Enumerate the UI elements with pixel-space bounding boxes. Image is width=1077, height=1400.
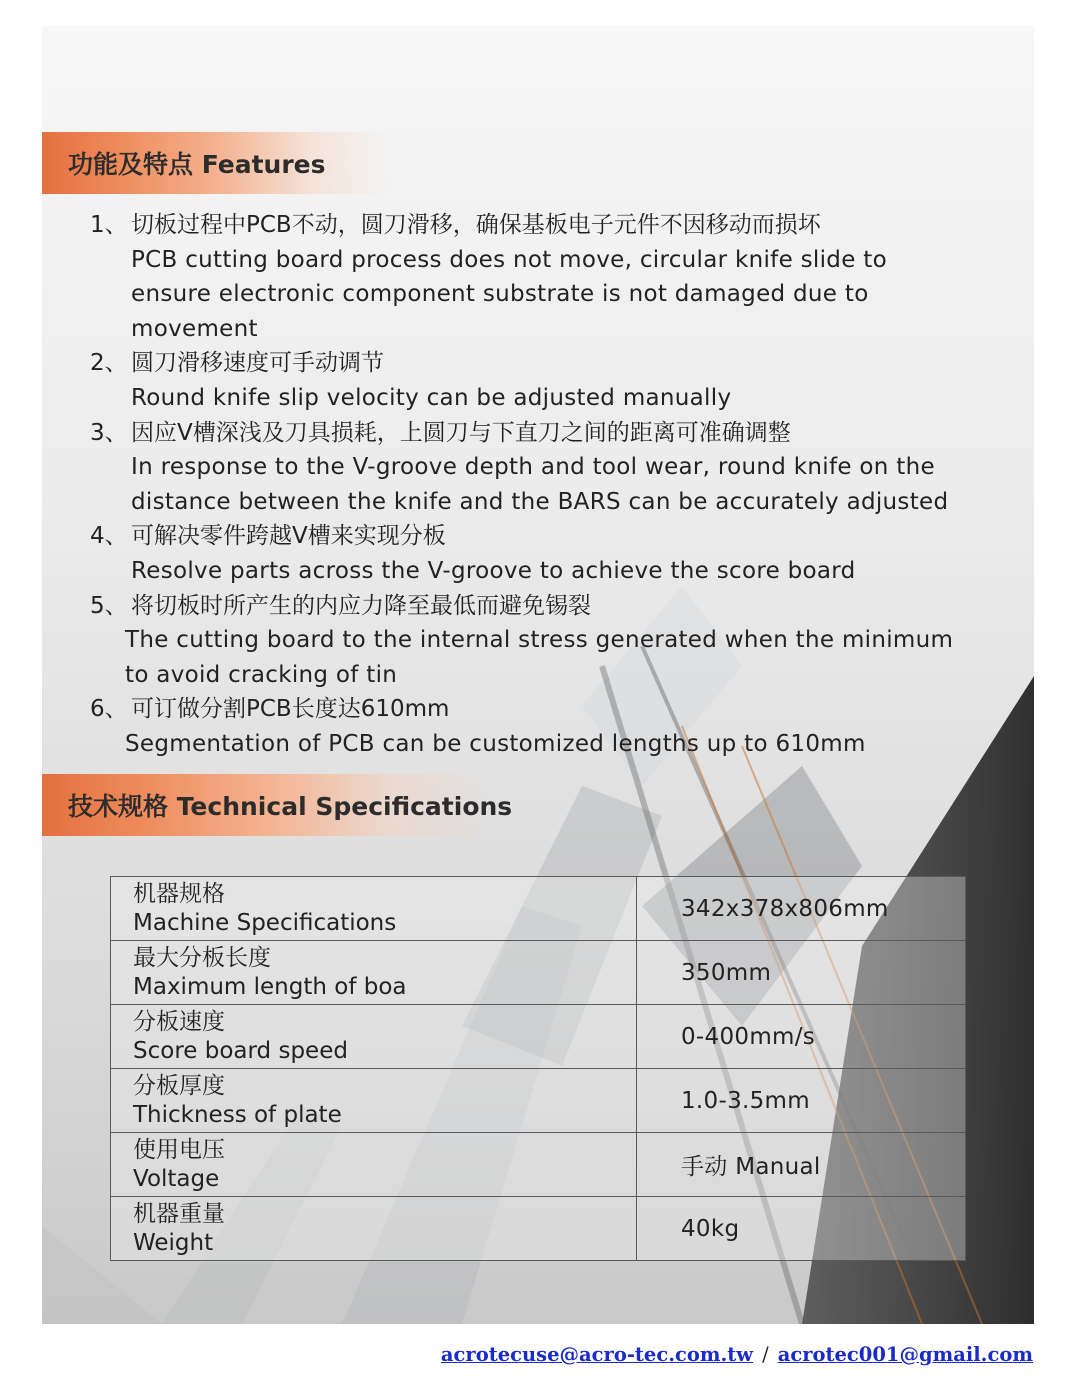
spec-label-zh: 分板速度 [133, 1008, 225, 1035]
spec-label-zh: 使用电压 [133, 1136, 225, 1163]
feature-item [90, 346, 1010, 415]
feature-text-en: Round knife slip velocity can be adjusted manually [131, 384, 732, 411]
feature-text-en: PCB cutting board process does not move, circular knife slide to ensure electronic component substrate is not damaged due to movement [131, 246, 887, 342]
feature-number: 5、 [90, 592, 128, 619]
spec-table [110, 876, 966, 1261]
spec-label-zh: 分板厚度 [133, 1072, 225, 1099]
feature-number: 1、 [90, 212, 128, 238]
spec-label-en: Machine Specifications [133, 909, 397, 936]
spec-label [111, 877, 637, 941]
spec-value: 40kg [637, 1197, 966, 1261]
feature-number: 4、 [90, 523, 128, 550]
table-row [111, 1197, 966, 1261]
spec-label-en: Maximum length of boa [133, 973, 407, 1000]
feature-text-zh: 切板过程中PCB不动，圆刀滑移，确保基板电子元件不因移动而损坏 [131, 212, 821, 238]
feature-number: 3、 [90, 419, 128, 446]
spec-label [111, 1133, 637, 1197]
contact-footer [441, 1343, 1033, 1366]
spec-label [111, 1069, 637, 1133]
feature-text-zh: 圆刀滑移速度可手动调节 [131, 350, 384, 377]
brochure-panel [42, 26, 1034, 1324]
spec-label-en: Score board speed [133, 1037, 348, 1064]
spec-label [111, 941, 637, 1005]
table-row [111, 1133, 966, 1197]
spec-label-zh: 最大分板长度 [133, 944, 271, 971]
spec-value: 1.0-3.5mm [637, 1069, 966, 1133]
footer-separator: / [762, 1343, 769, 1366]
feature-text-zh: 可订做分割PCB长度达610mm [131, 696, 450, 723]
feature-text-en: Segmentation of PCB can be customized lengths up to 610mm [125, 730, 866, 757]
feature-item [90, 416, 1010, 520]
specs-heading: 技术规格 Technical Specifications [68, 792, 513, 821]
feature-text-zh: 可解决零件跨越V槽来实现分板 [131, 523, 446, 550]
feature-number: 6、 [90, 696, 128, 723]
spec-label-en: Voltage [133, 1165, 220, 1192]
table-row [111, 877, 966, 941]
features-list [90, 208, 1010, 762]
email-link-secondary[interactable]: acrotec001@gmail.com [777, 1343, 1033, 1366]
feature-text-zh: 将切板时所产生的内应力降至最低而避免锡裂 [131, 592, 591, 619]
spec-label [111, 1005, 637, 1069]
email-link-primary[interactable]: acrotecuse@acro-tec.com.tw [440, 1343, 754, 1366]
table-row [111, 1069, 966, 1133]
spec-label-zh: 机器规格 [133, 880, 225, 907]
feature-number: 2、 [90, 350, 128, 377]
feature-text-zh: 因应V槽深浅及刀具损耗，上圆刀与下直刀之间的距离可准确调整 [131, 419, 791, 446]
spec-value: 342x378x806mm [637, 877, 966, 941]
spec-label-en: Thickness of plate [133, 1101, 342, 1128]
spec-value: 手动 Manual [637, 1133, 966, 1197]
table-row [111, 941, 966, 1005]
feature-item [90, 208, 1010, 346]
spec-label-zh: 机器重量 [133, 1200, 225, 1227]
features-section-header [42, 132, 602, 194]
feature-text-en: In response to the V-groove depth and tool wear, round knife on the distance between the knife and the BARS can be accurately adjusted [131, 454, 949, 515]
spec-value: 350mm [637, 941, 966, 1005]
features-heading: 功能及特点 Features [68, 150, 326, 179]
table-row [111, 1005, 966, 1069]
spec-value: 0-400mm/s [637, 1005, 966, 1069]
specs-section-header [42, 774, 762, 836]
feature-text-en: Resolve parts across the V-groove to achieve the score board [131, 557, 856, 584]
feature-item [90, 692, 1010, 761]
feature-text-en: The cutting board to the internal stress generated when the minimum to avoid cracking of tin [125, 627, 954, 688]
spec-label [111, 1197, 637, 1261]
feature-item [90, 519, 1010, 588]
spec-label-en: Weight [133, 1229, 214, 1256]
feature-item [90, 589, 1010, 693]
